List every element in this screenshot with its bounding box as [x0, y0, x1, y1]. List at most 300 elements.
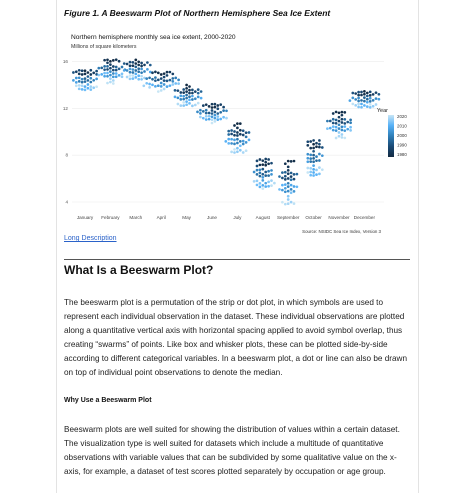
- data-point: [259, 175, 262, 178]
- data-point: [222, 109, 225, 112]
- data-point: [267, 170, 270, 173]
- data-point: [171, 73, 174, 76]
- data-point: [349, 118, 352, 121]
- data-point: [160, 85, 163, 88]
- x-tick-label: December: [353, 215, 376, 220]
- data-point: [309, 157, 312, 160]
- data-point: [182, 104, 185, 107]
- x-axis-ticks: [77, 215, 376, 220]
- data-point: [315, 159, 318, 162]
- data-point: [140, 78, 143, 81]
- data-point: [369, 103, 372, 106]
- data-point: [179, 104, 182, 107]
- usage-paragraph: Beeswarm plots are well suited for showing the distribution of values within a certain dataset. The visualization type is well suited for datasets which include a multitude of quantitative observations with variable values that can be subdivided by some qualitative value on the x-axis, for example, a dataset of test scores plotted separately by occupation or age group.: [64, 425, 400, 477]
- data-point: [214, 103, 217, 106]
- data-point: [205, 112, 208, 115]
- data-point: [72, 71, 75, 74]
- data-point: [267, 180, 270, 183]
- data-point: [369, 100, 372, 103]
- data-point: [375, 103, 378, 106]
- data-point: [123, 69, 126, 72]
- data-point: [112, 59, 115, 62]
- data-point: [343, 118, 346, 121]
- data-point: [372, 99, 375, 102]
- legend-label: 2000: [397, 133, 407, 138]
- data-point: [287, 172, 290, 175]
- data-point: [194, 104, 197, 107]
- intro-paragraph: The beeswarm plot is a permutation of the strip or dot plot, in which symbols are used to represent each individual observation in the dataset. These individual observations are plotted along a quantitative vertical axis with horizontal spacing applied to avoid symbol overlap, thus creating “swarms” of points. Like box and whisker plots, these can be plotted side-by-side according to different categorical variables. In a beeswarm plot, a dot or line can also be drawn on top of individual point observations to denote the median.: [64, 298, 408, 378]
- data-point: [267, 162, 270, 165]
- data-point: [92, 72, 95, 75]
- data-point: [214, 117, 217, 120]
- data-point: [343, 137, 346, 140]
- data-point: [109, 67, 112, 70]
- data-point: [236, 127, 239, 130]
- data-point: [106, 58, 109, 61]
- data-point: [214, 111, 217, 114]
- data-point: [225, 109, 228, 112]
- data-point: [267, 185, 270, 188]
- data-point: [242, 129, 245, 132]
- data-point: [208, 118, 211, 121]
- data-point: [233, 143, 236, 146]
- data-point: [214, 106, 217, 109]
- data-point: [205, 115, 208, 118]
- data-point: [137, 74, 140, 77]
- data-point: [179, 98, 182, 101]
- data-point: [267, 174, 270, 177]
- data-point: [360, 103, 363, 106]
- data-point: [284, 190, 287, 193]
- data-point: [115, 58, 118, 61]
- data-point: [126, 63, 129, 66]
- data-point: [233, 148, 236, 151]
- x-tick-label: June: [207, 215, 217, 220]
- data-point: [123, 62, 126, 65]
- data-point: [97, 74, 100, 77]
- data-point: [87, 83, 90, 86]
- data-point: [157, 71, 160, 74]
- data-point: [369, 94, 372, 97]
- data-point: [106, 65, 109, 68]
- data-point: [121, 66, 124, 69]
- data-point: [137, 64, 140, 67]
- data-point: [188, 98, 191, 101]
- data-point: [166, 74, 169, 77]
- data-point: [129, 64, 132, 67]
- data-point: [366, 98, 369, 101]
- data-point: [75, 84, 78, 87]
- data-point: [284, 171, 287, 174]
- data-point: [160, 89, 163, 92]
- data-point: [256, 179, 259, 182]
- data-point: [233, 130, 236, 133]
- data-point: [293, 185, 296, 188]
- data-point: [81, 69, 84, 72]
- data-point: [211, 122, 214, 125]
- data-point: [281, 177, 284, 180]
- data-point: [185, 87, 188, 90]
- data-point: [248, 139, 251, 142]
- data-point: [312, 154, 315, 157]
- data-point: [78, 76, 81, 79]
- data-point: [242, 140, 245, 143]
- data-point: [211, 106, 214, 109]
- data-point: [106, 72, 109, 75]
- data-point: [191, 98, 194, 101]
- data-point: [171, 80, 174, 83]
- data-point: [354, 104, 357, 107]
- data-point: [84, 88, 87, 91]
- data-point: [179, 94, 182, 97]
- data-point: [177, 103, 180, 106]
- data-point: [197, 102, 200, 105]
- data-point: [208, 112, 211, 115]
- long-description-link[interactable]: Long Description: [64, 235, 117, 242]
- data-point: [103, 75, 106, 78]
- data-point: [134, 62, 137, 65]
- data-point: [188, 92, 191, 95]
- data-point: [129, 71, 132, 74]
- data-point: [312, 171, 315, 174]
- data-point: [151, 78, 154, 81]
- data-point: [89, 85, 92, 88]
- data-point: [106, 75, 109, 78]
- data-point: [140, 71, 143, 74]
- data-point: [222, 116, 225, 119]
- data-point: [341, 111, 344, 114]
- data-point: [349, 121, 352, 124]
- data-point: [341, 114, 344, 117]
- data-point: [312, 168, 315, 171]
- data-point: [199, 116, 202, 119]
- data-point: [315, 155, 318, 158]
- data-point: [205, 103, 208, 106]
- data-point: [284, 178, 287, 181]
- data-point: [256, 184, 259, 187]
- data-point: [115, 72, 118, 75]
- data-point: [118, 67, 121, 70]
- data-point: [134, 69, 137, 72]
- data-point: [315, 145, 318, 148]
- data-point: [145, 77, 148, 80]
- data-point: [185, 94, 188, 97]
- data-point: [341, 133, 344, 136]
- chart-source: Source: NSIDC Sea Ice Index, Version 3: [302, 229, 381, 234]
- data-point: [363, 100, 366, 103]
- data-point: [225, 117, 228, 120]
- data-point: [87, 79, 90, 82]
- data-point: [366, 101, 369, 104]
- data-point: [312, 139, 315, 142]
- data-point: [284, 175, 287, 178]
- data-point: [222, 106, 225, 109]
- data-point: [315, 142, 318, 145]
- data-point: [253, 180, 256, 183]
- data-point: [81, 73, 84, 76]
- data-point: [214, 114, 217, 117]
- data-point: [375, 91, 378, 94]
- data-point: [166, 85, 169, 88]
- data-point: [281, 171, 284, 174]
- data-point: [261, 163, 264, 166]
- data-point: [264, 164, 267, 167]
- y-axis-ticks: [63, 59, 69, 204]
- data-point: [137, 78, 140, 81]
- data-point: [78, 73, 81, 76]
- data-point: [259, 164, 262, 167]
- data-point: [259, 182, 262, 185]
- data-point: [216, 118, 219, 121]
- data-point: [312, 164, 315, 167]
- data-point: [202, 110, 205, 113]
- data-point: [216, 112, 219, 115]
- data-point: [78, 84, 81, 87]
- data-point: [248, 131, 251, 134]
- x-tick-label: May: [182, 215, 191, 220]
- data-point: [171, 83, 174, 86]
- data-point: [253, 171, 256, 174]
- data-point: [318, 146, 321, 149]
- data-point: [191, 89, 194, 92]
- data-point: [338, 135, 341, 138]
- data-point: [211, 118, 214, 121]
- data-point: [341, 121, 344, 124]
- data-point: [233, 139, 236, 142]
- data-point: [81, 84, 84, 87]
- data-point: [185, 90, 188, 93]
- page-left-border: [56, 0, 57, 493]
- data-point: [233, 134, 236, 137]
- data-point: [95, 70, 98, 73]
- data-point: [202, 117, 205, 120]
- data-point: [293, 202, 296, 205]
- data-point: [287, 195, 290, 198]
- data-point: [154, 76, 157, 79]
- section-heading: What Is a Beeswarm Plot?: [64, 263, 214, 277]
- data-point: [321, 146, 324, 149]
- data-point: [264, 174, 267, 177]
- data-point: [109, 63, 112, 66]
- data-point: [349, 126, 352, 129]
- data-point: [375, 97, 378, 100]
- data-point: [351, 92, 354, 95]
- data-point: [343, 111, 346, 114]
- data-point: [335, 122, 338, 125]
- data-point: [211, 112, 214, 115]
- data-point: [75, 81, 78, 84]
- data-point: [312, 147, 315, 150]
- data-point: [126, 69, 129, 72]
- data-point: [273, 182, 276, 185]
- data-point: [132, 77, 135, 80]
- data-point: [166, 71, 169, 74]
- data-point: [338, 131, 341, 134]
- data-point: [89, 88, 92, 91]
- data-point: [169, 84, 172, 87]
- data-point: [188, 85, 191, 88]
- data-point: [84, 77, 87, 80]
- data-point: [177, 96, 180, 99]
- data-point: [191, 92, 194, 95]
- data-point: [78, 80, 81, 83]
- data-point: [219, 118, 222, 121]
- data-point: [329, 127, 332, 130]
- data-point: [230, 133, 233, 136]
- data-point: [148, 86, 151, 89]
- data-point: [321, 168, 324, 171]
- data-point: [267, 158, 270, 161]
- data-point: [312, 157, 315, 160]
- data-point: [112, 65, 115, 68]
- data-point: [100, 73, 103, 76]
- data-point: [188, 95, 191, 98]
- data-point: [103, 65, 106, 68]
- data-point: [290, 191, 293, 194]
- data-point: [112, 72, 115, 75]
- data-point: [256, 165, 259, 168]
- data-point: [148, 76, 151, 79]
- data-point: [239, 149, 242, 152]
- x-tick-label: January: [76, 215, 94, 220]
- data-point: [191, 105, 194, 108]
- data-point: [306, 144, 309, 147]
- x-tick-label: February: [101, 215, 120, 220]
- data-point: [332, 118, 335, 121]
- data-point: [100, 66, 103, 69]
- data-point: [84, 69, 87, 72]
- data-point: [97, 67, 100, 70]
- data-point: [245, 135, 248, 138]
- data-point: [89, 69, 92, 72]
- data-point: [174, 76, 177, 79]
- data-point: [318, 159, 321, 162]
- data-point: [109, 74, 112, 77]
- y-tick-label: 16: [62, 59, 68, 65]
- data-point: [106, 68, 109, 71]
- data-point: [306, 140, 309, 143]
- data-point: [103, 59, 106, 62]
- data-point: [309, 171, 312, 174]
- data-point: [166, 80, 169, 83]
- data-point: [306, 160, 309, 163]
- data-point: [281, 189, 284, 192]
- data-point: [81, 81, 84, 84]
- data-point: [312, 143, 315, 146]
- data-point: [290, 178, 293, 181]
- data-point: [293, 173, 296, 176]
- data-point: [197, 88, 200, 91]
- beeswarm-chart: [62, 30, 407, 238]
- data-point: [270, 179, 273, 182]
- data-point: [329, 120, 332, 123]
- data-point: [134, 76, 137, 79]
- data-point: [360, 99, 363, 102]
- data-point: [264, 182, 267, 185]
- data-point: [332, 122, 335, 125]
- data-point: [219, 103, 222, 106]
- data-point: [182, 88, 185, 91]
- data-point: [332, 125, 335, 128]
- data-point: [335, 111, 338, 114]
- data-point: [230, 129, 233, 132]
- data-point: [230, 138, 233, 141]
- data-point: [338, 127, 341, 130]
- data-point: [89, 73, 92, 76]
- data-point: [121, 75, 124, 78]
- data-point: [335, 126, 338, 129]
- data-point: [284, 203, 287, 206]
- data-point: [338, 111, 341, 114]
- data-point: [242, 151, 245, 154]
- data-point: [318, 139, 321, 142]
- data-point: [261, 179, 264, 182]
- data-point: [208, 105, 211, 108]
- x-tick-label: March: [129, 215, 143, 220]
- data-point: [191, 95, 194, 98]
- data-point: [369, 106, 372, 109]
- data-point: [357, 103, 360, 106]
- data-point: [205, 109, 208, 112]
- section-divider: [64, 259, 410, 260]
- data-point: [290, 201, 293, 204]
- data-point: [177, 89, 180, 92]
- data-point: [132, 68, 135, 71]
- data-point: [188, 89, 191, 92]
- legend: [377, 108, 407, 157]
- data-point: [216, 104, 219, 107]
- data-point: [129, 61, 132, 64]
- subheading: Why Use a Beeswarm Plot: [64, 397, 152, 404]
- data-point: [163, 83, 166, 86]
- data-point: [84, 80, 87, 83]
- data-point: [290, 175, 293, 178]
- legend-color-bar: [388, 115, 394, 157]
- legend-label: 2020: [397, 114, 407, 119]
- data-point: [372, 93, 375, 96]
- data-point: [115, 66, 118, 69]
- data-point: [261, 173, 264, 176]
- data-point: [366, 105, 369, 108]
- data-point: [143, 64, 146, 67]
- data-point: [309, 174, 312, 177]
- data-point: [95, 78, 98, 81]
- data-point: [112, 79, 115, 82]
- data-point: [284, 187, 287, 190]
- data-point: [360, 106, 363, 109]
- data-point: [366, 95, 369, 98]
- data-point: [239, 122, 242, 125]
- data-point: [200, 97, 203, 100]
- data-point: [109, 81, 112, 84]
- data-point: [290, 160, 293, 163]
- data-point: [92, 86, 95, 89]
- data-point: [78, 87, 81, 90]
- data-point: [84, 85, 87, 88]
- data-point: [378, 98, 381, 101]
- data-point: [341, 118, 344, 121]
- data-point: [281, 201, 284, 204]
- data-point: [245, 149, 248, 152]
- data-point: [227, 138, 230, 141]
- data-point: [140, 68, 143, 71]
- data-point: [182, 101, 185, 104]
- data-point: [312, 150, 315, 153]
- data-point: [151, 83, 154, 86]
- data-point: [72, 79, 75, 82]
- data-point: [264, 185, 267, 188]
- data-point: [160, 82, 163, 85]
